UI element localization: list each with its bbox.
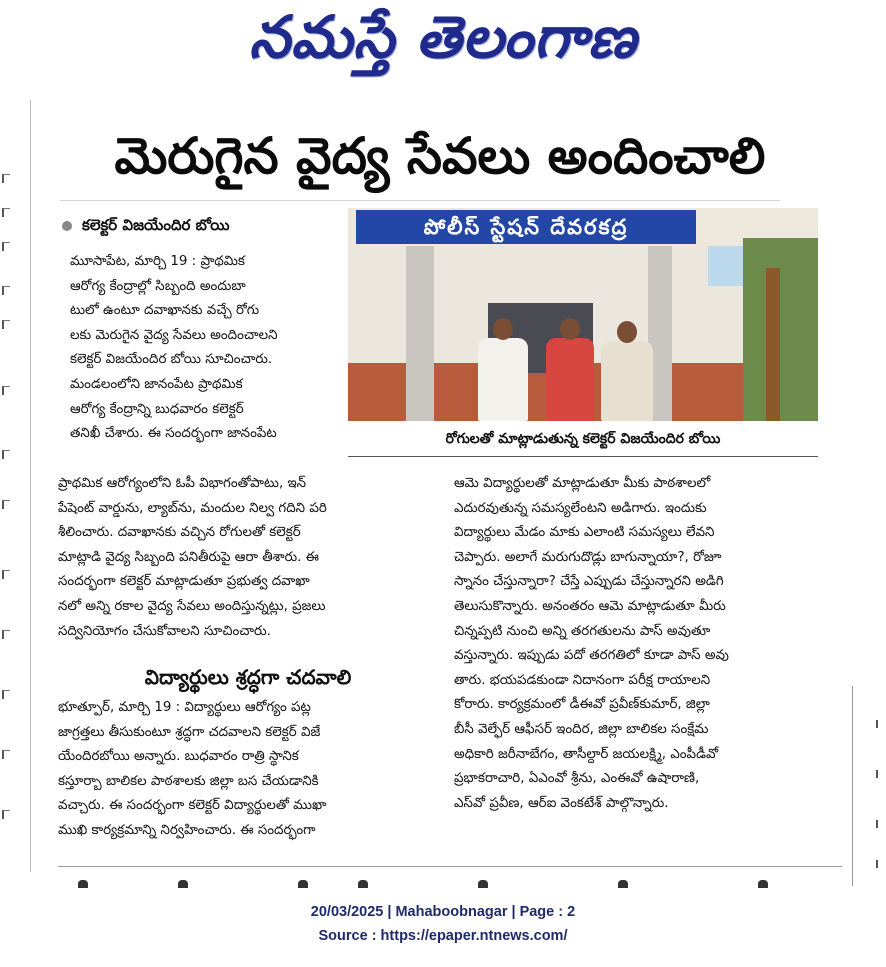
text-line: నలో అన్ని రకాల వైద్య సేవలు అందిస్తున్నట్లు, ప్రజలు xyxy=(58,598,326,614)
masthead-title: నమస్తే తెలంగాణ xyxy=(249,2,637,71)
text-line: వచ్చారు. ఈ సందర్భంగా కలెక్టర్ విద్యార్థులతో ముఖా xyxy=(58,798,327,814)
photo-pillar xyxy=(406,246,434,421)
article-column-1-bottom xyxy=(58,696,438,844)
text-line: కస్తూర్బా బాలికల పాఠశాలకు జిల్లా బస చేయడానికి xyxy=(58,773,319,789)
text-line: సద్వినియోగం చేసుకోవాలని సూచించారు. xyxy=(58,623,271,639)
footer-source: Source : https://epaper.ntnews.com/ xyxy=(318,928,568,944)
article-photo xyxy=(348,208,818,421)
text-line: ముఖి కార్యక్రమాన్ని నిర్వహించారు. ఈ సందర్భంగా xyxy=(58,822,316,838)
footer-date-page: 20/03/2025 | Mahaboobnagar | Page : 2 xyxy=(310,904,576,920)
text-line: టులో ఉంటూ దవాఖానకు వచ్చే రోగు xyxy=(70,303,260,319)
photo-tree-trunk xyxy=(766,268,780,421)
text-line: జాగ్రత్తలు తీసుకుంటూ శ్రద్ధగా చదవాలని కలెక్టర్ విజే xyxy=(58,724,321,740)
text-line: కోరారు. కార్యక్రమంలో డీఈవో ప్రవీణ్‌కుమార్, జిల్లా xyxy=(454,697,710,713)
masthead xyxy=(0,0,886,88)
text-line: మండలంలోని జానంపేట ప్రాథమిక xyxy=(70,376,243,392)
text-line: మాట్లాడి వైద్య సిబ్బంది పనితీరుపై ఆరా తీశారు. ఈ xyxy=(58,549,319,565)
right-edge-cut-marks xyxy=(874,700,886,900)
text-line: చిన్నప్పటి నుంచి అన్ని తరగతులను పాస్ అవుతూ xyxy=(454,623,711,639)
photo-person xyxy=(546,338,594,421)
page-bottom-rule xyxy=(58,866,842,867)
text-line: ఆరోగ్య కేంద్రాల్లో సిబ్బంది అందుబా xyxy=(70,278,246,294)
column-rule-right xyxy=(852,686,853,886)
article-column-1-middle xyxy=(58,472,438,644)
text-line: తారు. భయపడకుండా నిదానంగా పరీక్ష రాయాలని xyxy=(454,672,711,688)
caption-divider xyxy=(348,456,818,457)
bullet-icon xyxy=(62,221,72,231)
photo-caption: రోగులతో మాట్లాడుతున్న కలెక్టర్ విజయేందిర బోయి xyxy=(445,431,721,447)
text-line: మూసాపేట, మార్చి 19 : ప్రాథమిక xyxy=(70,254,245,269)
text-line: లకు మెరుగైన వైద్య సేవలు అందించాలని xyxy=(70,327,278,343)
text-line: శీలించారు. దవాఖానకు వచ్చిన రోగులతో కలెక్టర్ xyxy=(58,525,301,541)
article-column-2 xyxy=(454,472,838,816)
text-line: ఎదురవుతున్న సమస్యలేంటని అడిగారు. ఇందుకు xyxy=(454,500,707,516)
photo-signboard: పోలీస్ స్టేషన్ దేవరకద్ర xyxy=(356,210,696,244)
photo-person xyxy=(601,341,653,421)
headline-divider xyxy=(60,200,780,201)
byline-text: కలెక్టర్ విజయేందిర బోయి xyxy=(82,216,230,234)
text-line: ఆరోగ్య కేంద్రాన్ని బుధవారం కలెక్టర్ xyxy=(70,401,244,417)
photo-tree xyxy=(743,238,818,421)
photo-person xyxy=(478,338,528,421)
text-line: బీసీ వెల్ఫేర్ ఆఫీసర్ ఇందిర, జిల్లా బాలికల సంక్షేమ xyxy=(454,721,709,737)
text-line: సందర్భంగా కలెక్టర్ మాట్లాడుతూ ప్రభుత్వ దవాఖా xyxy=(58,574,310,590)
article-column-1-top xyxy=(70,250,338,447)
text-line: ఎస్‌వో ప్రవీణ, ఆర్‌ఐ వెంకటేశ్ పాల్గొన్నారు. xyxy=(454,795,669,811)
text-line: స్నానం చేస్తున్నారా? చేస్తే ఎప్పుడు చేస్తున్నారని అడిగి xyxy=(454,574,724,590)
article-headline: మెరుగైన వైద్య సేవలు అందించాలి xyxy=(114,127,766,185)
text-line: యేందిరబోయి అన్నారు. బుధవారం రాత్రి స్థానిక xyxy=(58,749,299,765)
text-line: చెప్పారు. అలాగే మరుగుదొడ్లు బాగున్నాయా?, రోజూ xyxy=(454,549,722,565)
next-article-cut-edge xyxy=(58,878,842,888)
byline xyxy=(62,212,342,238)
text-line: ప్రభాకరాచారి, ఏఎంవో శ్రీను, ఎంఈవో ఉషారాణి, xyxy=(454,771,700,787)
text-line: భూత్పూర్, మార్చి 19 : విద్యార్థులు ఆరోగ్యం పట్ల xyxy=(58,700,311,715)
text-line: అధికారి జరీనాబేగం, తాసీల్దార్ జయలక్ష్మి, ఎంపీడీవో xyxy=(454,746,719,762)
text-line: విద్యార్థులు మేడం మాకు ఎలాంటి సమస్యలు లేవని xyxy=(454,525,715,541)
text-line: తెలుసుకొన్నారు. అనంతరం ఆమె మాట్లాడుతూ మీరు xyxy=(454,598,726,614)
text-line: వస్తున్నారు. ఇప్పుడు పదో తరగతిలో కూడా పాస్ అవు xyxy=(454,648,729,664)
text-line: ఆమె విద్యార్థులతో మాట్లాడుతూ మీకు పాఠశాలలో xyxy=(454,476,711,491)
text-line: కలెక్టర్ విజయేందిర బోయి సూచించారు. xyxy=(70,352,273,368)
text-line: పేషెంట్ వార్డును, ల్యాబ్‌ను, మందుల నిల్వ గదిని పరి xyxy=(58,500,327,516)
left-edge-cut-marks xyxy=(0,150,12,850)
epaper-footer xyxy=(0,900,886,950)
article-subheading: విద్యార్థులు శ్రద్ధగా చదవాలి xyxy=(144,665,352,689)
column-rule-left xyxy=(30,100,31,872)
text-line: తనిఖీ చేశారు. ఈ సందర్భంగా జానంపేట xyxy=(70,426,277,442)
text-line: ప్రాథమిక ఆరోగ్యంలోని ఓపీ విభాగంతోపాటు, ఇన్ xyxy=(58,476,307,491)
